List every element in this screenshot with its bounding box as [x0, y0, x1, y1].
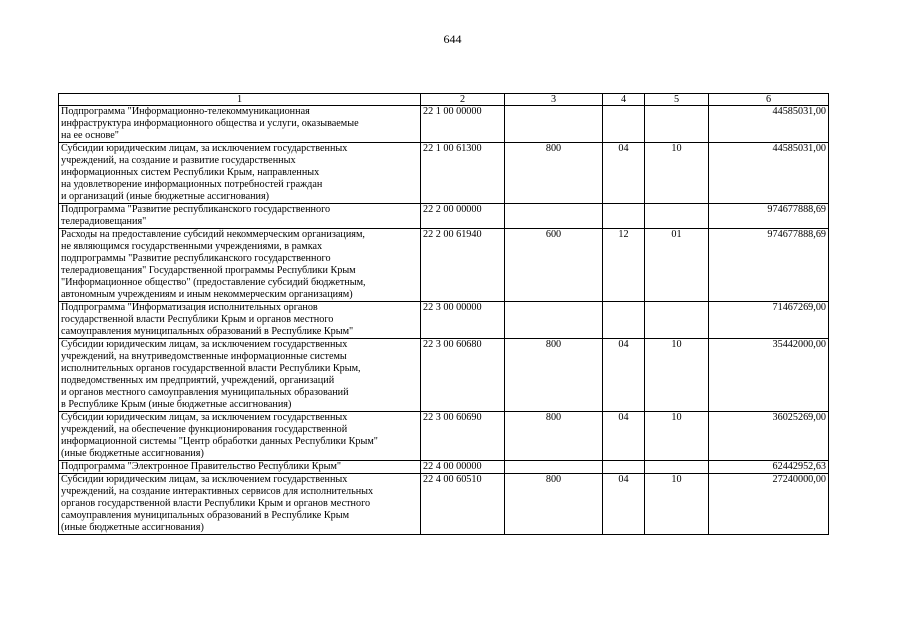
row-col5-cell: 10	[645, 412, 709, 461]
row-name-cell: Подпрограмма "Информационно-телекоммуникационная инфраструктура информационного общества и услуги, оказываемые на ее основе"	[59, 106, 421, 143]
column-header: 3	[505, 94, 603, 106]
row-col5-cell: 10	[645, 474, 709, 535]
row-name-cell: Субсидии юридическим лицам, за исключением государственных учреждений, на создание интерактивных сервисов для исполнительных органов государственной власти Республики Крым и органов местного самоуправления муниципальных образований в Республике Крым (иные бюджетные ассигнования)	[59, 474, 421, 535]
row-name-cell: Субсидии юридическим лицам, за исключением государственных учреждений, на внутриведомственные информационные системы исполнительных органов государственной власти Республики Крым, подведомственных им предприятий, учреждений, организаций и органов местного самоуправления муниципальных образований в Республике Крым (иные бюджетные ассигнования)	[59, 339, 421, 412]
row-name-cell: Подпрограмма "Информатизация исполнительных органов государственной власти Республики Крым и органов местного самоуправления муниципальных образований в Республике Крым"	[59, 302, 421, 339]
row-code-cell: 22 2 00 61940	[421, 229, 505, 302]
row-col3-cell: 800	[505, 339, 603, 412]
row-amount-cell: 44585031,00	[709, 106, 829, 143]
row-col4-cell	[603, 302, 645, 339]
column-header: 4	[603, 94, 645, 106]
budget-table	[58, 93, 829, 535]
row-col4-cell	[603, 204, 645, 229]
row-amount-cell: 62442952,63	[709, 461, 829, 474]
column-header: 2	[421, 94, 505, 106]
row-col5-cell	[645, 106, 709, 143]
row-name-cell: Расходы на предоставление субсидий некоммерческим организациям, не являющимся государственными учреждениями, в рамках подпрограммы "Развитие республиканского государственного телерадиовещания" Государственной программы Республики Крым "Информационное общество" (предоставление субсидий бюджетным, автономным учреждениям и иным некоммерческим организациям)	[59, 229, 421, 302]
row-amount-cell: 974677888,69	[709, 204, 829, 229]
row-amount-cell: 36025269,00	[709, 412, 829, 461]
row-col4-cell: 04	[603, 339, 645, 412]
row-code-cell: 22 4 00 60510	[421, 474, 505, 535]
row-code-cell: 22 1 00 61300	[421, 143, 505, 204]
row-col3-cell: 800	[505, 412, 603, 461]
row-code-cell: 22 3 00 00000	[421, 302, 505, 339]
header-row	[59, 94, 829, 106]
row-name-cell: Подпрограмма "Развитие республиканского государственного телерадиовещания"	[59, 204, 421, 229]
row-col4-cell	[603, 106, 645, 143]
row-col3-cell	[505, 302, 603, 339]
row-amount-cell: 27240000,00	[709, 474, 829, 535]
row-col3-cell	[505, 461, 603, 474]
row-col5-cell	[645, 204, 709, 229]
column-header: 5	[645, 94, 709, 106]
row-code-cell: 22 1 00 00000	[421, 106, 505, 143]
row-amount-cell: 974677888,69	[709, 229, 829, 302]
row-col3-cell: 600	[505, 229, 603, 302]
row-name-cell: Субсидии юридическим лицам, за исключением государственных учреждений, на обеспечение функционирования государственной информационной системы "Центр обработки данных Республики Крым" (иные бюджетные ассигнования)	[59, 412, 421, 461]
row-amount-cell: 35442000,00	[709, 339, 829, 412]
row-col4-cell: 12	[603, 229, 645, 302]
table-row	[59, 204, 829, 229]
row-code-cell: 22 3 00 60690	[421, 412, 505, 461]
row-col4-cell: 04	[603, 143, 645, 204]
row-col4-cell	[603, 461, 645, 474]
row-code-cell: 22 2 00 00000	[421, 204, 505, 229]
row-col3-cell	[505, 106, 603, 143]
row-col5-cell: 10	[645, 339, 709, 412]
column-header: 6	[709, 94, 829, 106]
row-amount-cell: 44585031,00	[709, 143, 829, 204]
row-col3-cell	[505, 204, 603, 229]
row-amount-cell: 71467269,00	[709, 302, 829, 339]
row-col5-cell: 10	[645, 143, 709, 204]
row-col4-cell: 04	[603, 474, 645, 535]
table-row	[59, 339, 829, 412]
table-row	[59, 106, 829, 143]
row-col3-cell: 800	[505, 474, 603, 535]
table-row	[59, 143, 829, 204]
table-row	[59, 461, 829, 474]
row-col5-cell	[645, 302, 709, 339]
row-code-cell: 22 4 00 00000	[421, 461, 505, 474]
row-name-cell: Субсидии юридическим лицам, за исключением государственных учреждений, на создание и развитие государственных информационных систем Республики Крым, направленных на удовлетворение информационных потребностей граждан и организаций (иные бюджетные ассигнования)	[59, 143, 421, 204]
column-header: 1	[59, 94, 421, 106]
row-name-cell: Подпрограмма "Электронное Правительство Республики Крым"	[59, 461, 421, 474]
row-col5-cell	[645, 461, 709, 474]
page-number: 644	[443, 32, 462, 46]
row-col3-cell: 800	[505, 143, 603, 204]
table-row	[59, 302, 829, 339]
table-row	[59, 229, 829, 302]
table-row	[59, 412, 829, 461]
row-col4-cell: 04	[603, 412, 645, 461]
table-row	[59, 474, 829, 535]
row-col5-cell: 01	[645, 229, 709, 302]
row-code-cell: 22 3 00 60680	[421, 339, 505, 412]
